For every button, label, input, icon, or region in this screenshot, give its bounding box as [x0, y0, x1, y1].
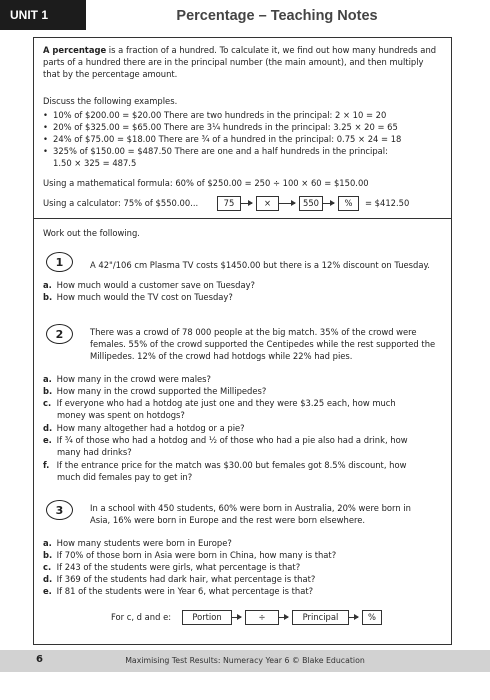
section-divider: [34, 218, 451, 219]
calc-key-times: ×: [256, 196, 279, 211]
question-2c-continued: money was spent on hotdogs?: [57, 410, 185, 420]
calc-key-percent: %: [338, 196, 359, 211]
question-2e-continued: many had drinks?: [57, 447, 132, 457]
question-1-number: 1: [46, 252, 73, 272]
question-2b: b. How many in the crowd supported the Millipedes?: [43, 386, 267, 396]
question-1a: a. How much would a customer save on Tuesday?: [43, 280, 256, 290]
question-2e: e. If ¾ of those who had a hotdog and ½ of those who had a pie also had a drink, how: [43, 435, 408, 445]
page-number: 6: [36, 654, 43, 665]
example-1: 10% of $200.00 = $20.00 There are two hundreds in the principal: 2 × 10 = 20: [53, 110, 387, 120]
intro-term: A percentage: [43, 45, 107, 55]
question-3-text-line: Asia, 16% were born in Europe and the rest were born elsewhere.: [90, 515, 366, 525]
bullet-dot: •: [43, 122, 48, 132]
example-4-continued: 1.50 × 325 = 487.5: [53, 158, 137, 168]
calculator-result: = $412.50: [365, 198, 410, 208]
example-3: 24% of $75.00 = $18.00 There are ¾ of a hundred in the principal: 0.75 × 24 = 18: [53, 134, 402, 144]
footer-bar: [0, 650, 490, 672]
arrow-icon: [279, 203, 295, 204]
unit-tab: UNIT 1: [0, 0, 86, 30]
arrow-icon: [232, 617, 241, 618]
key-portion: Portion: [182, 610, 232, 625]
key-percent: %: [362, 610, 382, 625]
intro-text: is a fraction of a hundred. To calculate it, we find out how many hundreds and parts of a hundred there are in the principal number (the main amount), and then multiply that by the percentage amount.: [43, 45, 437, 79]
question-3c: c. If 243 of the students were girls, what percentage is that?: [43, 562, 301, 572]
key-sequence-label: For c, d and e:: [111, 612, 172, 622]
arrow-icon: [241, 203, 252, 204]
question-2d: d. How many altogether had a hotdog or a pie?: [43, 423, 245, 433]
question-3e: e. If 81 of the students were in Year 6, what percentage is that?: [43, 586, 314, 596]
question-2f-continued: much did females pay to get in?: [57, 472, 193, 482]
arrow-icon: [323, 203, 334, 204]
question-2-number: 2: [46, 324, 73, 344]
question-3d: d. If 369 of the students had dark hair, what percentage is that?: [43, 574, 316, 584]
footer-credit: Maximising Test Results: Numeracy Year 6 © Blake Education: [125, 656, 365, 665]
work-heading: Work out the following.: [43, 228, 140, 238]
bullet-dot: •: [43, 134, 48, 144]
discuss-line: Discuss the following examples.: [43, 96, 178, 106]
question-2f: f. If the entrance price for the match was $30.00 but females got 8.5% discount, how: [43, 460, 407, 470]
question-3b: b. If 70% of those born in Asia were born in China, how many is that?: [43, 550, 337, 560]
key-divide: ÷: [245, 610, 279, 625]
formula-line: Using a mathematical formula: 60% of $250.00 = 250 ÷ 100 × 60 = $150.00: [43, 178, 369, 188]
question-1b: b. How much would the TV cost on Tuesday?: [43, 292, 233, 302]
question-3-text-line: In a school with 450 students, 60% were born in Australia, 20% were born in: [90, 503, 411, 513]
question-3a: a. How many students were born in Europe?: [43, 538, 232, 548]
calc-key-550: 550: [299, 196, 323, 211]
bullet-dot: •: [43, 110, 48, 120]
question-2-text-line: Millipedes. 12% of the crowd had hotdogs while 22% had pies.: [90, 351, 353, 361]
calc-key-75: 75: [217, 196, 241, 211]
arrow-icon: [349, 617, 358, 618]
intro-paragraph: [43, 44, 443, 80]
bullet-dot: •: [43, 146, 48, 156]
calculator-prefix: Using a calculator: 75% of $550.00...: [43, 198, 199, 208]
question-2-text-line: females. 55% of the crowd supported the Centipedes while the rest supported the: [90, 339, 436, 349]
question-2c: c. If everyone who had a hotdog ate just one and they were $3.25 each, how much: [43, 398, 396, 408]
question-3-number: 3: [46, 500, 73, 520]
example-2: 20% of $325.00 = $65.00 There are 3¼ hundreds in the principal: 3.25 × 20 = 65: [53, 122, 398, 132]
question-1-text: A 42"/106 cm Plasma TV costs $1450.00 but there is a 12% discount on Tuesday.: [90, 260, 430, 270]
arrow-icon: [279, 617, 288, 618]
key-principal: Principal: [292, 610, 349, 625]
worksheet-frame: [33, 37, 452, 645]
example-4: 325% of $150.00 = $487.50 There are one and a half hundreds in the principal:: [53, 146, 388, 156]
question-2a: a. How many in the crowd were males?: [43, 374, 211, 384]
question-2-text-line: There was a crowd of 78 000 people at the big match. 35% of the crowd were: [90, 327, 417, 337]
page-title: Percentage – Teaching Notes: [176, 8, 378, 24]
